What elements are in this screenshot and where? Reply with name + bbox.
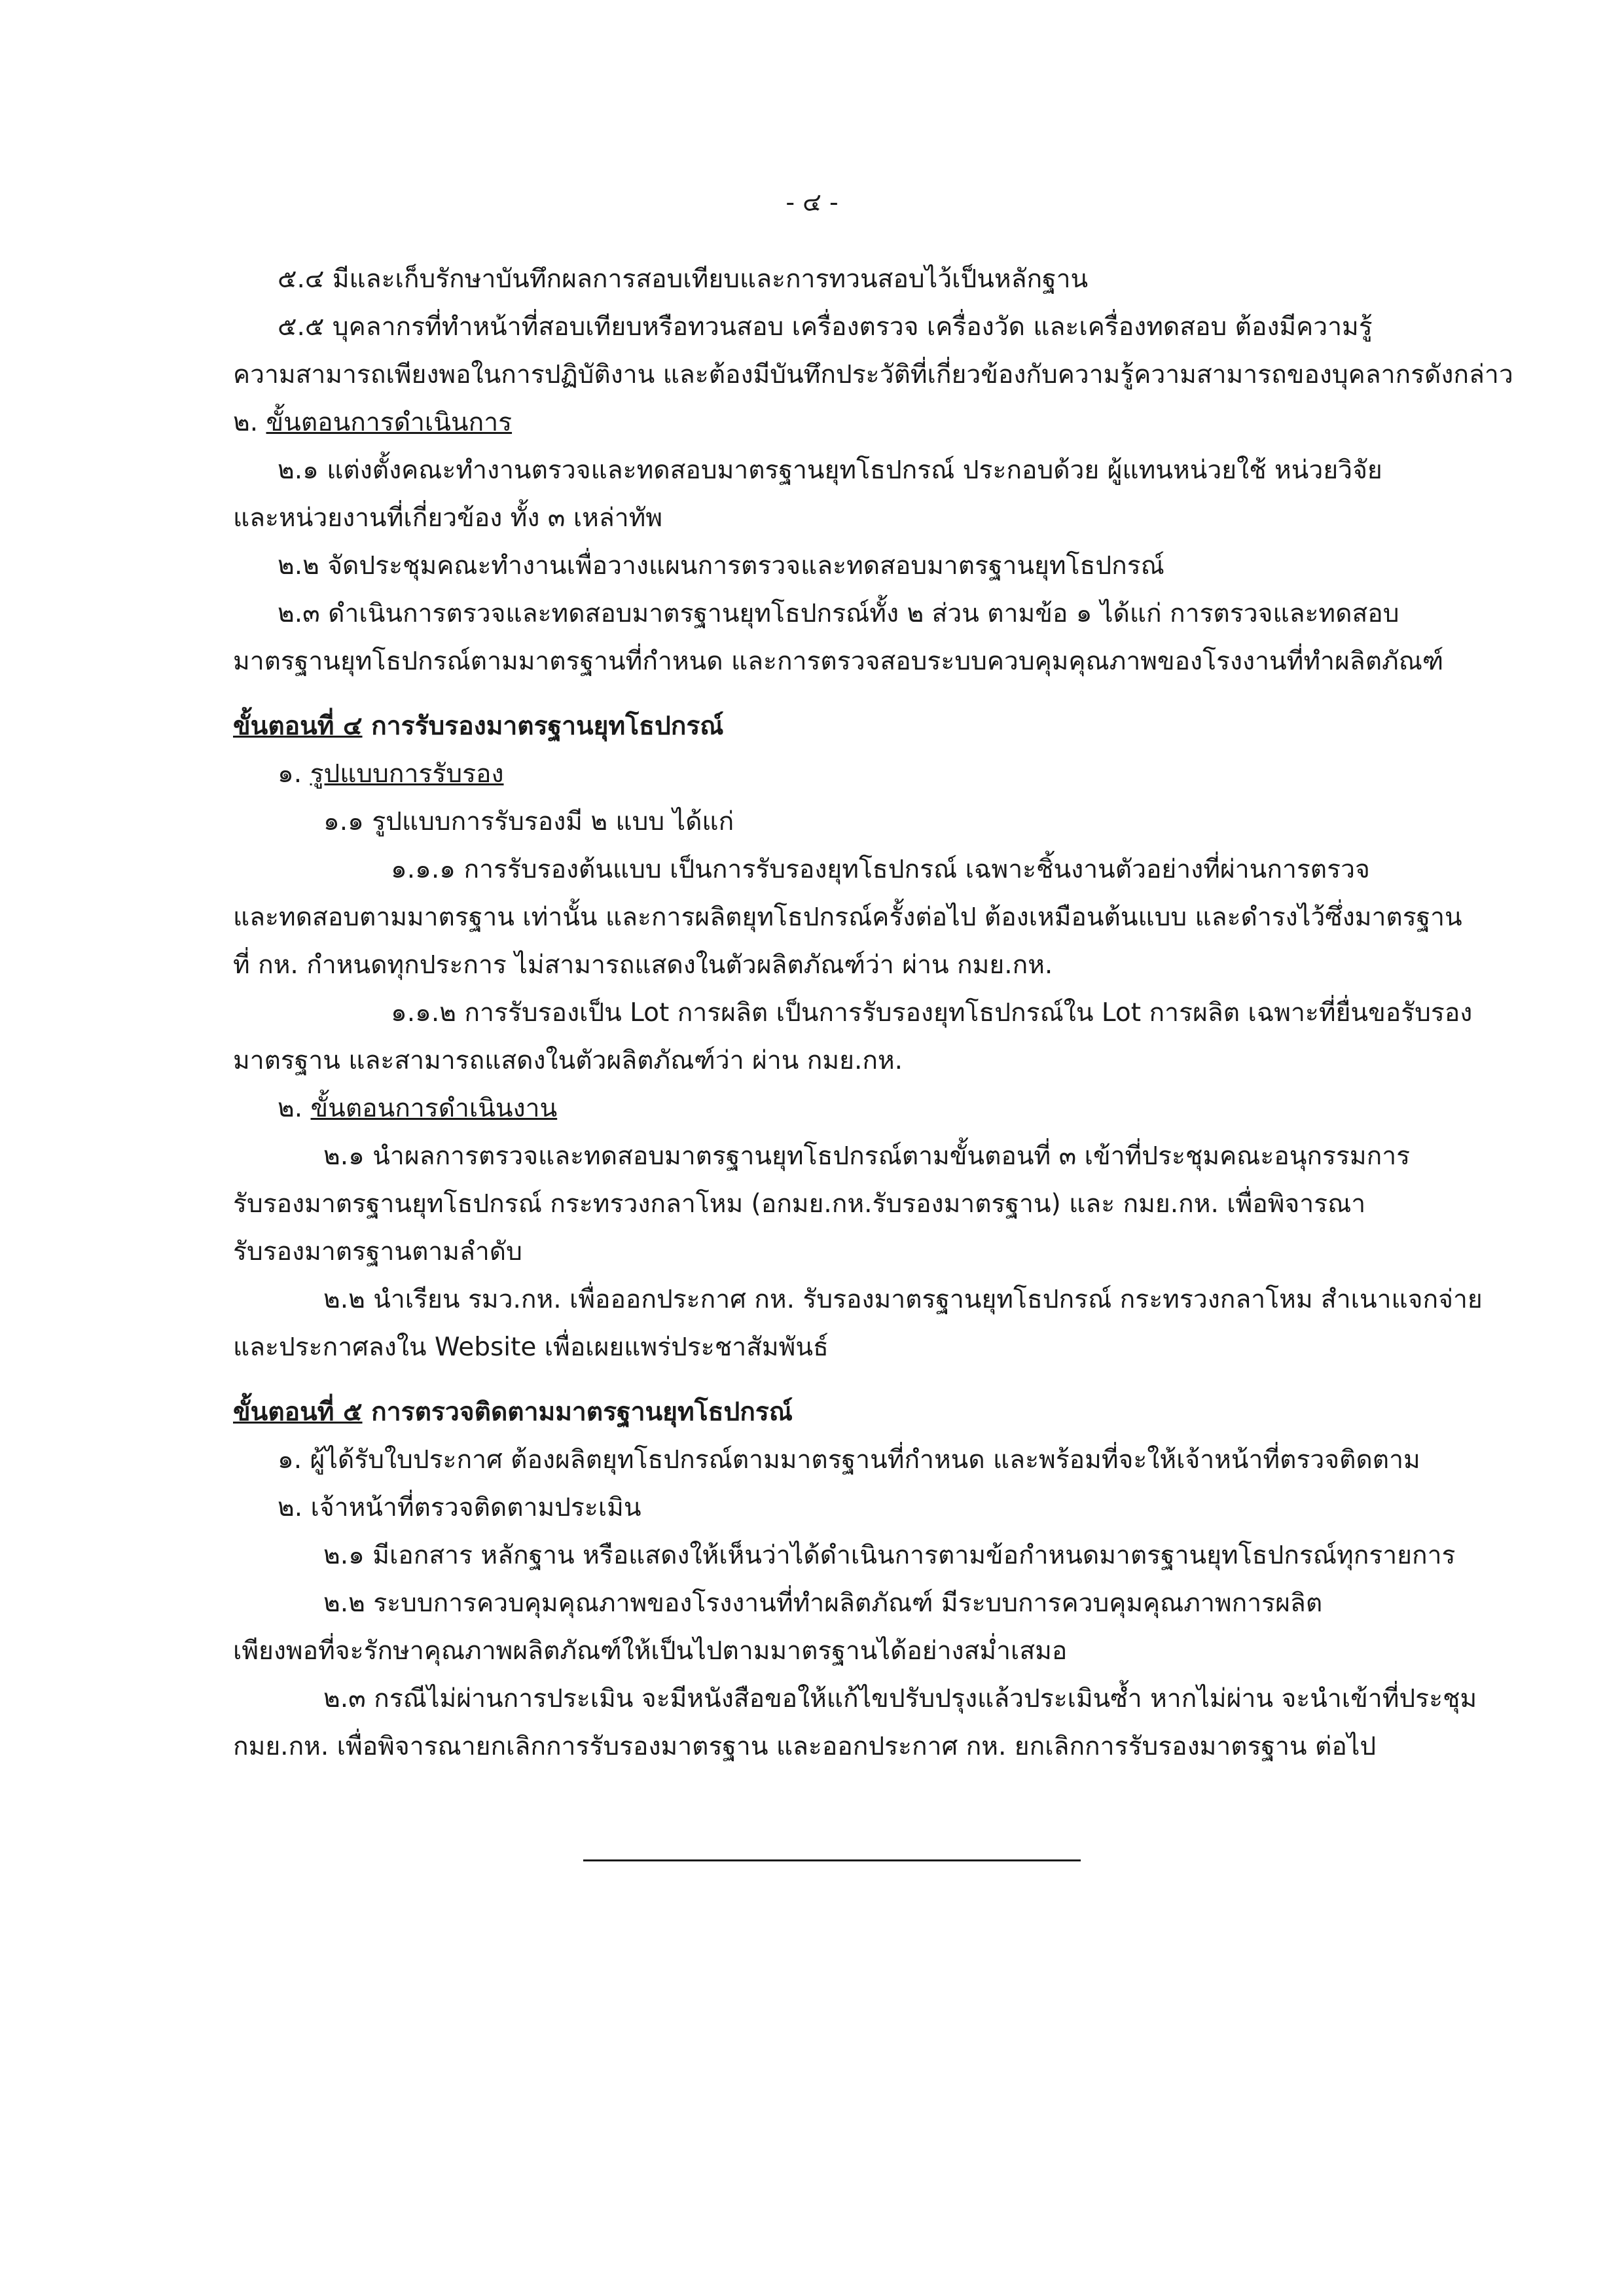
- section-2-heading: [233, 399, 1480, 446]
- step-5-label: ขั้นตอนที่ ๕: [233, 1397, 363, 1427]
- paragraph-5-5-cont: ความสามารถเพียงพอในการปฏิบัติงาน และต้องมีบันทึกประวัติที่เกี่ยวข้องกับความรู้ความสามารถของบุคลากรดังกล่าว: [233, 360, 1513, 389]
- paragraph-step4-2-1-cont-b: รับรองมาตรฐานตามลำดับ: [233, 1237, 522, 1266]
- paragraph-step5-2-3-cont: กมย.กห. เพื่อพิจารณายกเลิกการรับรองมาตรฐาน และออกประกาศ กห. ยกเลิกการรับรองมาตรฐาน ต่อไป: [233, 1732, 1377, 1761]
- step-4-title: การรับรองมาตรฐานยุทโธปกรณ์: [371, 711, 724, 741]
- step-4-heading: [233, 702, 1480, 750]
- paragraph-step5-2-2: ๒.๒ ระบบการควบคุมคุณภาพของโรงงานที่ทำผลิตภัณฑ์ มีระบบการควบคุมคุณภาพการผลิต: [323, 1588, 1323, 1618]
- step-4-item-1-title: รูปแบบการรับรอง: [310, 759, 504, 789]
- paragraph-step5-2-2-cont: เพียงพอที่จะรักษาคุณภาพผลิตภัณฑ์ให้เป็นไปตามมาตรฐานได้อย่างสม่ำเสมอ: [233, 1636, 1068, 1666]
- section-2-number: ๒.: [233, 408, 259, 437]
- step-4-item-1-heading: [233, 750, 1480, 798]
- paragraph-step4-2-1: ๒.๑ นำผลการตรวจและทดสอบมาตรฐานยุทโธปกรณ์ตามขั้นตอนที่ ๓ เข้าที่ประชุมคณะอนุกรรมการ: [323, 1141, 1411, 1171]
- paragraph-2-1: ๒.๑ แต่งตั้งคณะทำงานตรวจและทดสอบมาตรฐานยุทโธปกรณ์ ประกอบด้วย ผู้แทนหน่วยใช้ หน่วยวิจัย: [278, 456, 1382, 485]
- step-4-item-1-number: ๑.: [278, 759, 302, 789]
- paragraph-2-3: ๒.๓ ดำเนินการตรวจและทดสอบมาตรฐานยุทโธปกรณ์ทั้ง ๒ ส่วน ตามข้อ ๑ ได้แก่ การตรวจและทดสอบ: [278, 599, 1399, 628]
- paragraph-step4-2-1-cont-a: รับรองมาตรฐานยุทโธปกรณ์ กระทรวงกลาโหม (อกมย.กห.รับรองมาตรฐาน) และ กมย.กห. เพื่อพิจารณา: [233, 1189, 1366, 1219]
- step-4-item-2-heading: [233, 1085, 1480, 1132]
- paragraph-1-1-1-cont-b: ที่ กห. กำหนดทุกประการ ไม่สามารถแสดงในตัวผลิตภัณฑ์ว่า ผ่าน กมย.กห.: [233, 950, 1053, 980]
- paragraph-1-1-1: ๑.๑.๑ การรับรองต้นแบบ เป็นการรับรองยุทโธปกรณ์ เฉพาะชิ้นงานตัวอย่างที่ผ่านการตรวจ: [391, 855, 1370, 884]
- document-body: [233, 255, 1513, 1770]
- step-4-item-2-title: ขั้นตอนการดำเนินงาน: [310, 1094, 558, 1123]
- step-4-item-2-number: ๒.: [278, 1094, 303, 1123]
- step-5-item-2: ๒. เจ้าหน้าที่ตรวจติดตามประเมิน: [278, 1493, 641, 1522]
- paragraph-5-4: ๕.๔ มีและเก็บรักษาบันทึกผลการสอบเทียบและการทวนสอบไว้เป็นหลักฐาน: [278, 264, 1089, 294]
- step-4-label: ขั้นตอนที่ ๔: [233, 711, 363, 741]
- page-number: - ๔ -: [785, 188, 839, 217]
- paragraph-2-3-cont: มาตรฐานยุทโธปกรณ์ตามมาตรฐานที่กำหนด และการตรวจสอบระบบควบคุมคุณภาพของโรงงานที่ทำผลิตภัณฑ์: [233, 647, 1444, 676]
- paragraph-1-1-1-cont-a: และทดสอบตามมาตรฐาน เท่านั้น และการผลิตยุทโธปกรณ์ครั้งต่อไป ต้องเหมือนต้นแบบ และดำรงไว้ซึ่งมาตรฐาน: [233, 903, 1462, 932]
- paragraph-2-1-cont: และหน่วยงานที่เกี่ยวข้อง ทั้ง ๓ เหล่าทัพ: [233, 503, 663, 533]
- paragraph-step5-2-3: ๒.๓ กรณีไม่ผ่านการประเมิน จะมีหนังสือขอให้แก้ไขปรับปรุงแล้วประเมินซ้ำ หากไม่ผ่าน จะนำเข้าที่ประชุม: [323, 1684, 1477, 1713]
- paragraph-2-2: ๒.๒ จัดประชุมคณะทำงานเพื่อวางแผนการตรวจและทดสอบมาตรฐานยุทโธปกรณ์: [278, 551, 1164, 581]
- step-5-item-1: ๑. ผู้ได้รับใบประกาศ ต้องผลิตยุทโธปกรณ์ตามมาตรฐานที่กำหนด และพร้อมที่จะให้เจ้าหน้าที่ตรวจติดตาม: [278, 1445, 1420, 1475]
- step-5-title: การตรวจติดตามมาตรฐานยุทโธปกรณ์: [371, 1397, 793, 1427]
- end-divider-line: [583, 1859, 1081, 1861]
- step-5-heading: [233, 1388, 1480, 1436]
- paragraph-1-1: ๑.๑ รูปแบบการรับรองมี ๒ แบบ ได้แก่: [323, 807, 734, 836]
- paragraph-1-1-2-cont: มาตรฐาน และสามารถแสดงในตัวผลิตภัณฑ์ว่า ผ่าน กมย.กห.: [233, 1046, 903, 1075]
- paragraph-5-5: ๕.๕ บุคลากรที่ทำหน้าที่สอบเทียบหรือทวนสอบ เครื่องตรวจ เครื่องวัด และเครื่องทดสอบ ต้องมีความรู้: [278, 312, 1373, 342]
- section-2-title: ขั้นตอนการดำเนินการ: [266, 408, 513, 437]
- paragraph-step5-2-1: ๒.๑ มีเอกสาร หลักฐาน หรือแสดงให้เห็นว่าได้ดำเนินการตามข้อกำหนดมาตรฐานยุทโธปกรณ์ทุกรายการ: [323, 1541, 1456, 1570]
- paragraph-1-1-2: ๑.๑.๒ การรับรองเป็น Lot การผลิต เป็นการรับรองยุทโธปกรณ์ใน Lot การผลิต เฉพาะที่ยื่นขอรับรอง: [391, 998, 1473, 1028]
- paragraph-step4-2-2-cont: และประกาศลงใน Website เพื่อเผยแพร่ประชาสัมพันธ์: [233, 1333, 829, 1362]
- paragraph-step4-2-2: ๒.๒ นำเรียน รมว.กห. เพื่อออกประกาศ กห. รับรองมาตรฐานยุทโธปกรณ์ กระทรวงกลาโหม สำเนาแจกจ่าย: [323, 1285, 1483, 1314]
